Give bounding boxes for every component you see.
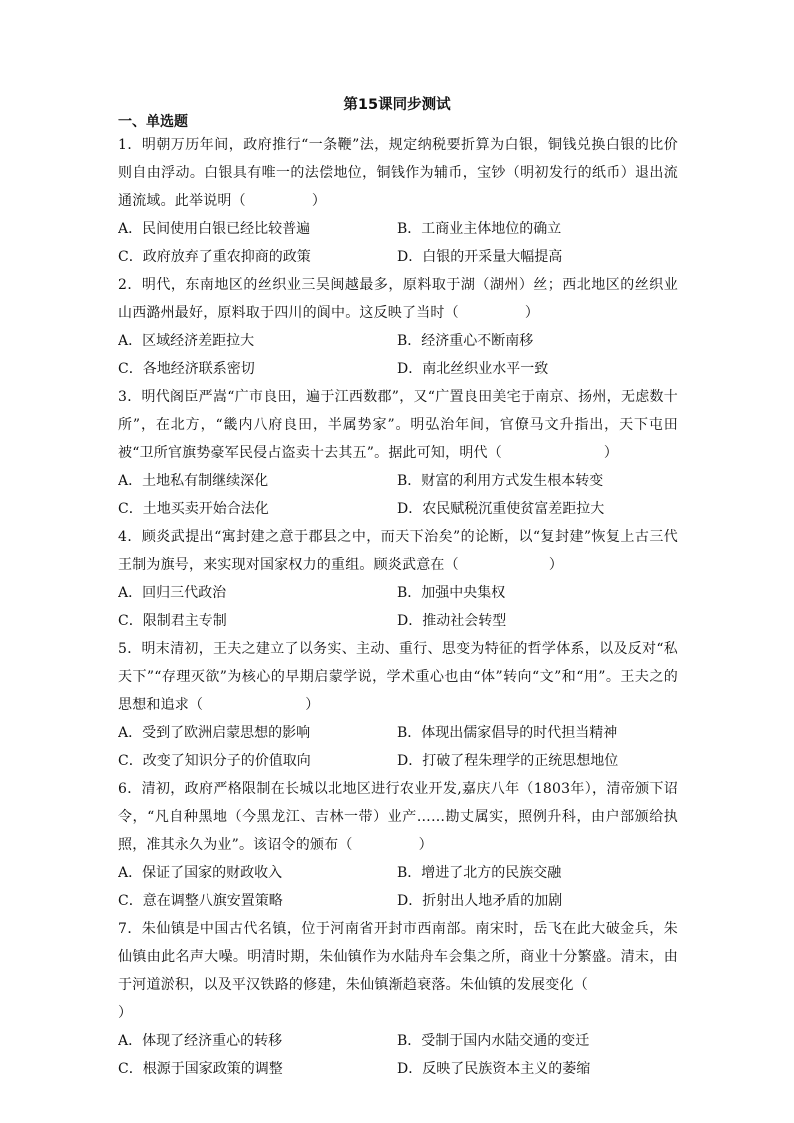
option-d: D．打破了程朱理学的正统思想地位: [397, 753, 619, 769]
question-4: [118, 523, 678, 635]
option-grid: [118, 467, 678, 523]
question-stem-text: 3．明代阁臣严嵩“广市良田，遍于江西数郡”，又“广置良田美宅于南京、扬州，无虑数十所”，在北方，“畿内八府良田，半属势家”。明弘治年间，官僚马文升指出，天下屯田被“卫所官旗势豪军民侵占盗卖十去其五”。据此可知，明代（: [118, 389, 678, 461]
option-d: D．农民赋税沉重使贫富差距拉大: [397, 501, 605, 517]
question-5: [118, 635, 678, 775]
option-d: D．南北丝织业水平一致: [397, 361, 549, 377]
option-a: A．回归三代政治: [118, 585, 227, 601]
option-grid: [118, 1027, 678, 1083]
option-b: B．经济重心不断南移: [397, 333, 534, 349]
option-a: A．受到了欧洲启蒙思想的影响: [118, 725, 311, 741]
option-b: B．财富的利用方式发生根本转变: [397, 473, 604, 489]
page-title: 第15课同步测试: [343, 97, 451, 113]
question-7: [118, 915, 678, 1083]
option-b: B．工商业主体地位的确立: [397, 221, 562, 237]
option-b: B．增进了北方的民族交融: [397, 865, 562, 881]
option-a: A．土地私有制继续深化: [118, 473, 269, 489]
question-3: [118, 383, 678, 523]
option-d: D．白银的开采量大幅提高: [397, 249, 563, 265]
option-d: D．反映了民族资本主义的萎缩: [397, 1061, 591, 1077]
question-stem: [118, 775, 678, 859]
option-a: A．保证了国家的财政收入: [118, 865, 283, 881]
question-stem: [118, 131, 678, 215]
stem-close: ）: [311, 193, 327, 209]
option-grid: [118, 859, 678, 915]
option-grid: [118, 215, 678, 271]
option-b: B．受制于国内水陆交通的变迁: [397, 1033, 590, 1049]
question-6: [118, 775, 678, 915]
stem-close: ）: [418, 837, 433, 853]
question-stem: [118, 271, 678, 327]
stem-close: ）: [524, 305, 540, 321]
option-grid: [118, 719, 678, 775]
question-list: [118, 131, 678, 1083]
option-a: A．体现了经济重心的转移: [118, 1033, 283, 1049]
stem-close: ）: [305, 697, 320, 713]
option-b: B．体现出儒家倡导的时代担当精神: [397, 725, 618, 741]
option-grid: [118, 579, 678, 635]
question-stem-text: 5．明末清初，王夫之建立了以务实、主动、重行、思变为特征的哲学体系，以及反对“私天下”“存理灭欲”为核心的早期启蒙学说，学术重心也由“体”转向“文”和“用”。王夫之的思想和追求（: [118, 641, 678, 713]
option-c: C．根源于国家政策的调整: [118, 1061, 283, 1077]
stem-close: ）: [603, 445, 619, 461]
stem-close: ）: [118, 1005, 133, 1021]
question-stem-text: 2．明代，东南地区的丝织业三吴闽越最多，原料取于湖（湖州）丝；西北地区的丝织业山西潞州最好，原料取于四川的阆中。这反映了当时（: [118, 277, 678, 321]
option-a: A．区域经济差距拉大: [118, 333, 255, 349]
question-stem-text: 6．清初，政府严格限制在长城以北地区进行农业开发,嘉庆八年（1803年），清帝颁下诏令，“凡自种黑地（今黑龙江、吉林一带）业产……勘丈属实，照例升科，由户部颁给执照，准其永久为业”。该诏令的颁布（: [118, 781, 678, 853]
option-d: D．推动社会转型: [397, 613, 507, 629]
question-stem: [118, 915, 678, 1027]
question-2: [118, 271, 678, 383]
option-c: C．改变了知识分子的价值取向: [118, 753, 311, 769]
question-stem: [118, 635, 678, 719]
option-b: B．加强中央集权: [397, 585, 506, 601]
option-c: C．限制君主专制: [118, 613, 227, 629]
question-stem: [118, 523, 678, 579]
question-stem: [118, 383, 678, 467]
question-stem-text: 7．朱仙镇是中国古代名镇，位于河南省开封市西南部。南宋时，岳飞在此大破金兵，朱仙镇由此名声大噪。明清时期，朱仙镇作为水陆舟车会集之所，商业十分繁盛。清末，由于河道淤积，以及平汉铁路的修建，朱仙镇渐趋衰落。朱仙镇的发展变化（: [118, 921, 678, 993]
section-heading: 一、单选题: [118, 114, 188, 130]
option-c: C．意在调整八旗安置策略: [118, 893, 283, 909]
option-grid: [118, 327, 678, 383]
option-c: C．政府放弃了重农抑商的政策: [118, 249, 311, 265]
question-stem-text: 1．明朝万历年间，政府推行“一条鞭”法，规定纳税要折算为白银，铜钱兑换白银的比价则自由浮动。白银具有唯一的法偿地位，铜钱作为辅币，宝钞（明初发行的纸币）退出流通流域。此举说明（: [118, 137, 678, 209]
option-d: D．折射出人地矛盾的加剧: [397, 893, 563, 909]
option-c: C．土地买卖开始合法化: [118, 501, 269, 517]
question-1: [118, 131, 678, 271]
question-stem-text: 4．顾炎武提出“寓封建之意于郡县之中，而天下治矣”的论断，以“复封建”恢复上古三代王制为旗号，来实现对国家权力的重组。顾炎武意在（: [118, 529, 678, 573]
option-c: C．各地经济联系密切: [118, 361, 255, 377]
stem-close: ）: [548, 557, 564, 573]
option-a: A．民间使用白银已经比较普遍: [118, 221, 311, 237]
